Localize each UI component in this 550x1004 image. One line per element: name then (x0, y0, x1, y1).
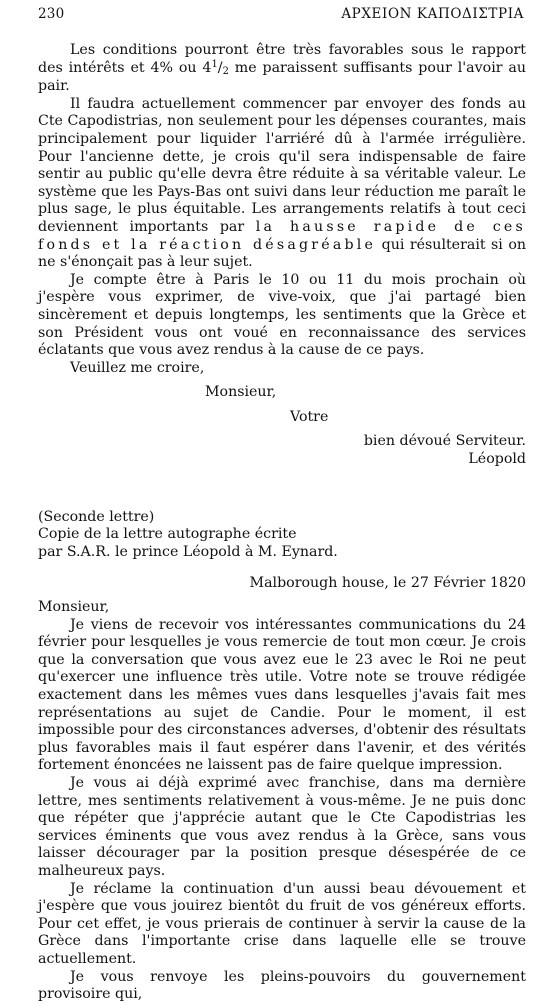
letter2-salutation: Monsieur, (38, 599, 110, 616)
closing-line-1: Veuillez me croire, (70, 359, 205, 376)
closing-line-2: Monsieur, (205, 384, 277, 401)
letterspaced-emphasis: la hausse rapide de ces fonds et la réaction désagréable (38, 218, 526, 253)
section-spacer (38, 469, 526, 509)
letter1-paragraph-2 (38, 96, 526, 272)
running-title: ΑΡΧΕΙΟΝ ΚΑΠΟΔΙΣΤΡΙΑ (341, 6, 524, 22)
page-body (38, 42, 526, 1004)
letter2-paragraph-2: Je vous ai déjà exprimé avec franchise, dans ma dernière lettre, mes sentiments relativement à vous-même. Je ne puis donc que répéter que j'apprécie autant que le Cte Capodistrias les services éminents que vous avez rendus à la Grèce, sans vous laisser décourager par la position presque désespérée de ce malheureux pays. (38, 774, 526, 879)
text-run: me paraissent suffisants pour l'avoir au pair. (38, 59, 526, 95)
letter1-paragraph-3: Je compte être à Paris le 10 ou 11 du mois prochain où j'espère vous exprimer, de vive-voix, que j'ai partagé bien sincèrement et depuis longtemps, les sentiments que la Grèce et son Président vous ont voué en reconnaissance des services éclatants que vous avez rendus à la cause de ce pays. (38, 271, 526, 359)
page-header (38, 6, 524, 26)
letter1-paragraph-1: Les conditions pourront être très favorables sous le rapport des intérêts et 4% ou $4^1/_2$ me paraissent suffisants pour l'avoir au pair. (38, 42, 526, 95)
closing-line-4: bien dévoué Serviteur. (363, 433, 526, 450)
fraction-numerator: 1 (211, 58, 218, 70)
page-number: 230 (38, 6, 65, 22)
letter2-heading-1: (Seconde lettre) (38, 508, 155, 525)
letter2-heading-3: par S.A.R. le prince Léopold à M. Eynard. (38, 543, 338, 560)
text-run: Les conditions pourront être très favorables sous le rapport des intérêts et 4% ou 4 (38, 42, 526, 76)
fraction-denominator: 2 (222, 65, 229, 77)
letter2-date: Malborough house, le 27 Février 1820 (249, 575, 526, 592)
letter2-paragraph-3: Je réclame la continuation d'un aussi beau dévouement et j'espère que vous jouirez bientôt du fruit de vos généreux efforts. Pour cet effet, je vous prierais de continuer à servir la cause de la Grèce dans l'importante crise dans laquelle elle se trouve actuellement. (38, 880, 526, 967)
letter2-heading-2: Copie de la lettre autographe écrite (38, 526, 297, 543)
text-run: qui résulterait si on ne s'énonçait pas à leur sujet. (38, 236, 526, 271)
closing-line-3: Votre (290, 408, 329, 425)
signature-leopold: Léopold (468, 451, 526, 468)
letter2-paragraph-4: Je vous renvoye les pleins-pouvoirs du gouvernement provisoire qui, (38, 968, 526, 1003)
letter2-paragraph-1: Je viens de recevoir vos intéressantes communications du 24 février pour lesquelles je vous remercie de tout mon cœur. Je crois que la conversation que vous avez eue le 23 avec le Roi ne peut qu'exercer une influence très utile. Votre note se trouve rédigée exactement dans les mêmes vues dans lesquelles j'avais fait mes représentations au sujet de Candie. Pour le moment, il est impossible pour des circonstances adverses, d'obtenir des résultats plus favorables mais il faut espérer dans l'avenir, et des vérités fortement énoncées ne laissent pas de faire quelque impression. (38, 616, 526, 774)
text-run: Il faudra actuellement commencer par envoyer des fonds au Cte Capodistrias, non seulement pour les dépenses courantes, mais principalement pour liquider l'arriéré dû à l'armée irrégulière. Pour l'ancienne dette, je crois qu'il sera indispensable de faire sentir au public qu'elle devra être réduite à sa véritable valeur. Le système que les Pays-Bas ont suivi dans leur réduction me paraît le plus sage, le plus équitable. Les arrangements relatifs à tout ceci deviennent importants par (38, 95, 526, 235)
